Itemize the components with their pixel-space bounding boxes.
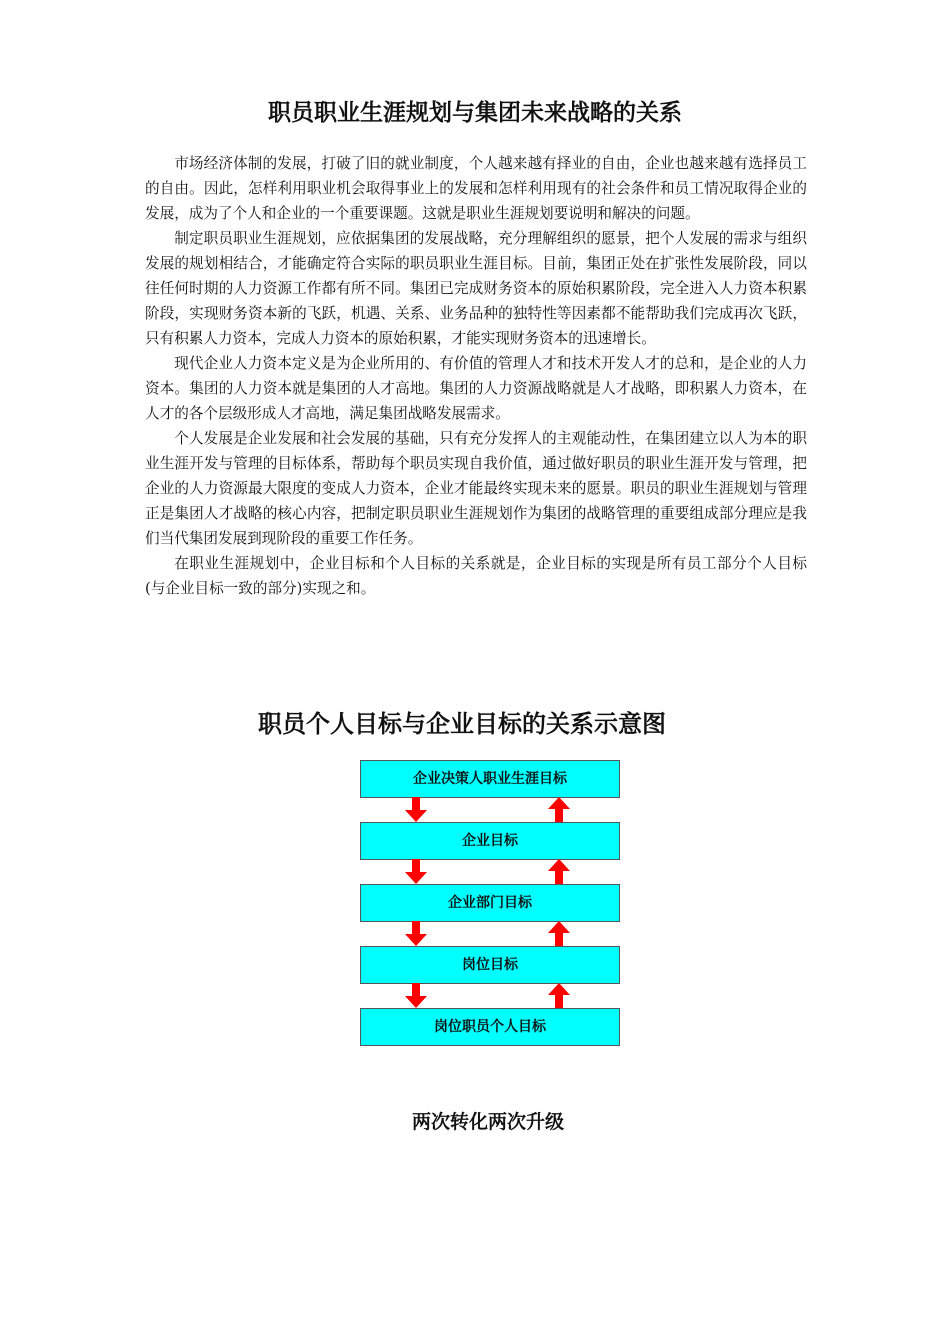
document-body <box>145 151 807 601</box>
goal-relationship-diagram <box>360 760 622 1050</box>
paragraph-3: 现代企业人力资本定义是为企业所用的、有价值的管理人才和技术开发人才的总和，是企业的人力资本。集团的人力资本就是集团的人才高地。集团的人力资源战略就是人才战略，即积累人力资本，在人才的各个层级形成人才高地，满足集团战略发展需求。 <box>145 355 807 422</box>
arrow-up-icon <box>546 983 572 1009</box>
box-employee-goal: 岗位职员个人目标 <box>360 1008 620 1046</box>
paragraph-1: 市场经济体制的发展，打破了旧的就业制度，个人越来越有择业的自由，企业也越来越有选择员工的自由。因此，怎样利用职业机会取得事业上的发展和怎样利用现有的社会条件和员工情况取得企业的发展，成为了个人和企业的一个重要课题。这就是职业生涯规划要说明和解决的问题。 <box>145 155 807 222</box>
arrow-down-icon <box>403 921 429 947</box>
paragraph-5: 在职业生涯规划中，企业目标和个人目标的关系就是，企业目标的实现是所有员工部分个人目标(与企业目标一致的部分)实现之和。 <box>145 555 807 597</box>
box-enterprise-goal: 企业目标 <box>360 822 620 860</box>
box-position-goal: 岗位目标 <box>360 946 620 984</box>
arrow-up-icon <box>546 921 572 947</box>
box-department-goal: 企业部门目标 <box>360 884 620 922</box>
document-title: 职员职业生涯规划与集团未来战略的关系 <box>268 100 682 126</box>
paragraph-2: 制定职员职业生涯规划，应依据集团的发展战略，充分理解组织的愿景，把个人发展的需求与组织发展的规划相结合，才能确定符合实际的职员职业生涯目标。目前，集团正处在扩张性发展阶段，同以往任何时期的人力资源工作都有所不同。集团已完成财务资本的原始积累阶段，完全进入人力资本积累阶段，实现财务资本新的飞跃，机遇、关系、业务品种的独特性等因素都不能帮助我们完成再次飞跃，只有积累人力资本，完成人力资本的原始积累，才能实现财务资本的迅速增长。 <box>145 230 807 347</box>
arrow-down-icon <box>403 983 429 1009</box>
arrow-up-icon <box>546 797 572 823</box>
diagram-title: 职员个人目标与企业目标的关系示意图 <box>258 710 666 738</box>
arrow-down-icon <box>403 859 429 885</box>
arrow-down-icon <box>403 797 429 823</box>
paragraph-4: 个人发展是企业发展和社会发展的基础，只有充分发挥人的主观能动性，在集团建立以人为本的职业生涯开发与管理的目标体系，帮助每个职员实现自我价值，通过做好职员的职业生涯开发与管理，把企业的人力资源最大限度的变成人力资本，企业才能最终实现未来的愿景。职员的职业生涯规划与管理正是集团人才战略的核心内容，把制定职员职业生涯规划作为集团的战略管理的重要组成部分理应是我们当代集团发展到现阶段的重要工作任务。 <box>145 430 807 547</box>
box-decision-maker-goal: 企业决策人职业生涯目标 <box>360 760 620 798</box>
diagram-caption: 两次转化两次升级 <box>412 1111 565 1133</box>
arrow-up-icon <box>546 859 572 885</box>
